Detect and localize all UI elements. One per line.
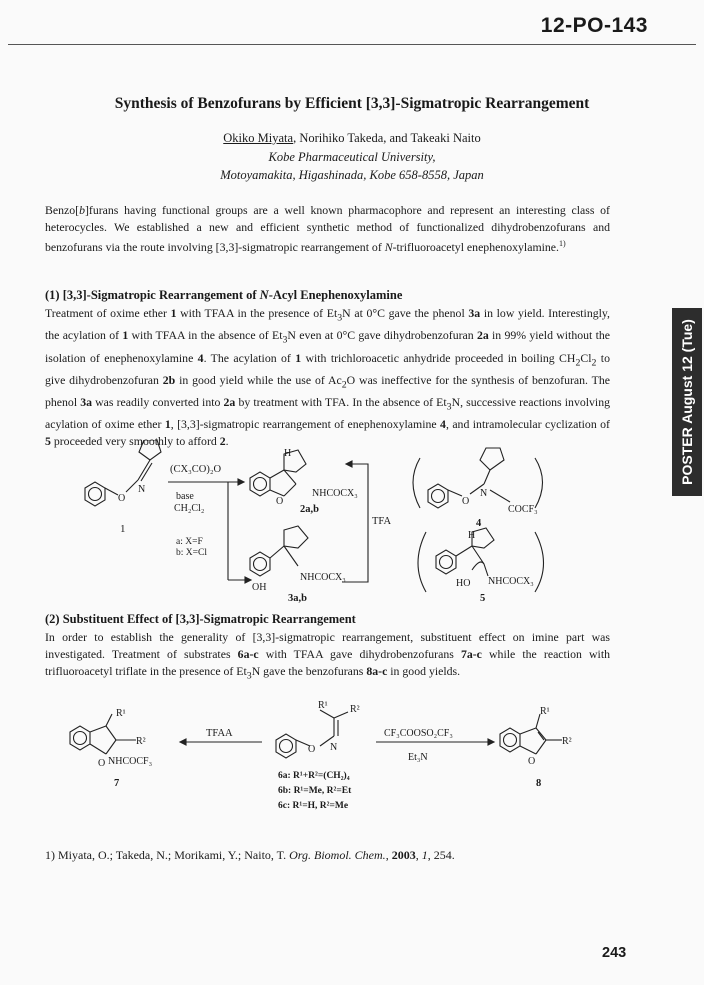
solvent-label: CH₂Cl₂ [174, 503, 205, 514]
svg-text:HO: HO [456, 578, 471, 589]
tfa-label: TFA [372, 516, 392, 527]
abstract-code: 12-PO-143 [540, 14, 648, 37]
svg-text:R¹: R¹ [318, 700, 328, 711]
compound-1-label: 1 [120, 523, 126, 535]
compound-8-structure [500, 706, 572, 767]
svg-text:R¹: R¹ [116, 708, 126, 719]
poster-date-text: POSTER August 12 (Tue) [679, 319, 695, 485]
scheme-1 [0, 440, 704, 610]
svg-text:OH: OH [252, 582, 267, 593]
compound-8-label: 8 [536, 778, 542, 789]
reference-1: 1) Miyata, O.; Takeda, N.; Morikami, Y.; Naito, T. Org. Biomol. Chem., 2003, 1, 254. [45, 848, 455, 862]
svg-text:R²: R² [350, 704, 360, 715]
svg-text:N: N [330, 742, 338, 753]
presenting-author: Okiko Miyata [223, 131, 294, 145]
compound-2-label: 2a,b [300, 504, 319, 515]
svg-text:O: O [462, 496, 470, 507]
svg-text:O: O [308, 744, 316, 755]
svg-text:NHCOCX₃: NHCOCX₃ [312, 488, 358, 499]
svg-text:O: O [98, 758, 106, 769]
compound-4-label: 4 [476, 518, 482, 529]
section-1-heading: (1) [3,3]-Sigmatropic Rearrangement of N-Acyl Enephenoxylamine [45, 288, 403, 302]
substrate-6a: 6a: R¹+R²=(CH₂)₄ [278, 771, 350, 781]
substrate-6b: 6b: R¹=Me, R²=Et [278, 786, 352, 796]
svg-text:NHCOCX₃: NHCOCX₃ [488, 576, 534, 587]
key-b: b: X=Cl [176, 548, 207, 558]
svg-text:NHCOCF₃: NHCOCF₃ [108, 756, 153, 767]
triflate-label: CF₃COOSO₂CF₃ [384, 728, 453, 739]
svg-text:NHCOCX₃: NHCOCX₃ [300, 572, 346, 583]
svg-text:H: H [284, 448, 292, 459]
compound-7-label: 7 [114, 778, 120, 789]
svg-text:H: H [468, 530, 476, 541]
compound-7-structure [70, 708, 152, 769]
compound-5-structure [418, 528, 544, 592]
abstract-title: Synthesis of Benzofurans by Efficient [3,3]-Sigmatropic Rearrangement [114, 95, 590, 112]
svg-text:R¹: R¹ [540, 706, 550, 717]
compound-4-structure [413, 448, 543, 515]
compound-2-structure [250, 448, 358, 507]
tfaa-label: TFAA [206, 728, 233, 739]
et3n-label: Et₃N [408, 752, 428, 763]
affiliation: Kobe Pharmaceutical University, [268, 150, 436, 164]
intro-paragraph: Benzo[b]furans having functional groups are a well known pharmacophore and represent an interesting class of heterocycles. We established a new and efficient synthetic method of functionalized dihydrobenzofurans and benzofurans via the route involving [3,3]-sigmatropic rearrangement of N-trifluoroacetyl enephenoxylamine.$^{1)}$ [45, 203, 610, 254]
svg-text:N: N [138, 484, 146, 495]
coauthors: , Norihiko Takeda, and Takeaki Naito [293, 131, 481, 145]
svg-text:O: O [528, 756, 536, 767]
compound-1-structure [85, 440, 161, 506]
section-2-heading: (2) Substituent Effect of [3,3]-Sigmatropic Rearrangement [45, 612, 356, 626]
svg-text:R²: R² [136, 736, 146, 747]
scheme-2 [0, 700, 704, 830]
base-label: base [176, 491, 194, 502]
poster-date-tab [672, 308, 702, 496]
compound-3-structure [250, 526, 346, 593]
compound-3-label: 3a,b [288, 593, 307, 604]
section-1-paragraph: Treatment of oxime ether 1 with TFAA in the presence of $Et_3N$ at 0°C gave the phenol 3a in low yield. Interestingly, the acylation of 1 with TFAA in the absence of $Et_3N$ even at 0°C gave dihydrobenzofuran 2a in 99% yield without the isolation of enephenoxylamine 4. The acylation of 1 with trichloroacetic anhydride proceeded in boiling $CH_2Cl_2$ to give dihydrobenzofuran 2b in good yield while the use of $Ac_2O$ was ineffective for the synthesis of benzofuran. The phenol 3a was readily converted into 2a by treatment with TFA. In the absence of $Et_3N$, successive reactions involving acylation of oxime ether 1, [3,3]-sigmatropic rearrangement of enephenoxylamine 4, and intramolecular cyclization of 5 proceeded very smoothly to afford 2. [45, 306, 610, 449]
compound-5-label: 5 [480, 593, 486, 604]
svg-text:O: O [118, 493, 126, 504]
key-a: a: X=F [176, 537, 203, 547]
svg-text:R²: R² [562, 736, 572, 747]
address: Motoyamakita, Higashinada, Kobe 658-8558, Japan [220, 168, 484, 182]
compound-6-structure [276, 700, 360, 758]
reagent-label: (CX₃CO)₂O [170, 464, 222, 475]
svg-text:O: O [276, 496, 284, 507]
svg-text:N: N [480, 488, 488, 499]
header-rule [8, 44, 696, 45]
substrate-6c: 6c: R¹=H, R²=Me [278, 801, 349, 811]
section-2-paragraph: In order to establish the generality of [3,3]-sigmatropic rearrangement, substituent effect on imine part was investigated. Treatment of substrates 6a-c with TFAA gave dihydrobenzofurans 7a-c while the reaction with trifluoroacetyl triflate in the presence of $Et_3N$ gave the benzofurans 8a-c in good yields. [45, 630, 610, 682]
author-line [0, 131, 704, 146]
svg-text:COCF₃: COCF₃ [508, 504, 538, 515]
page-number: 243 [602, 945, 627, 961]
